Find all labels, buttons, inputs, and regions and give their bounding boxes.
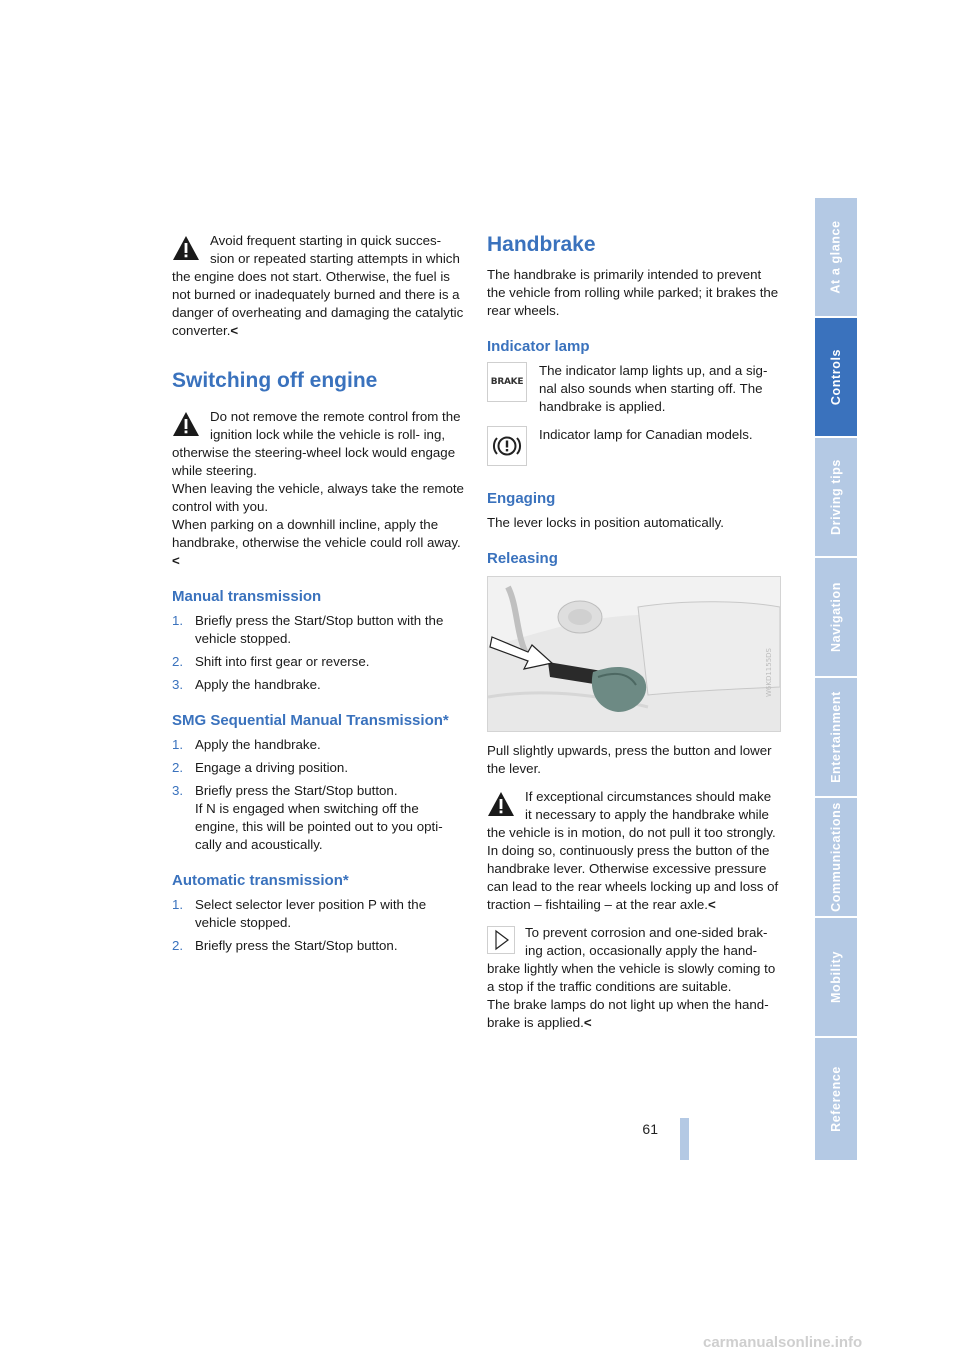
right-column: [487, 232, 779, 1032]
step-text: Apply the handbrake.: [195, 737, 321, 752]
tip-lead: To prevent corrosion and one-sided brak-ing action, occasionally apply the hand-: [525, 925, 768, 958]
tab-controls[interactable]: [815, 318, 857, 436]
heading-manual-transmission: Manual transmission: [172, 588, 322, 605]
tab-label: Controls: [829, 348, 843, 406]
step-text: Engage a driving position.: [195, 760, 349, 775]
tab-label: Navigation: [829, 582, 843, 652]
step-number: 2.: [172, 938, 184, 953]
step-text: Briefly press the Start/Stop button.: [195, 938, 398, 953]
tab-communications[interactable]: [815, 798, 857, 916]
tab-mobility[interactable]: [815, 918, 857, 1036]
step-extra-text: If N is engaged when switching off the engine, this will be pointed out to you opti-cally and acoustically.: [195, 801, 443, 852]
list-item: [172, 736, 464, 754]
tab-reference[interactable]: [815, 1038, 857, 1160]
tab-label: Communications: [829, 802, 843, 912]
left-column: [172, 232, 464, 960]
step-text: Apply the handbrake.: [195, 677, 321, 692]
tip-arrow-icon: [487, 926, 515, 954]
end-mark: <: [708, 897, 716, 912]
figure-code: W6KD1155DS: [765, 647, 773, 697]
heading-releasing: Releasing: [487, 550, 558, 567]
warning3-lead: If exceptional circumstances should make it necessary to apply the handbrake: [525, 789, 772, 822]
releasing-text: Pull slightly upwards, press the button and lower the lever.: [487, 743, 772, 776]
manual-steps: [172, 612, 464, 694]
tab-navigation[interactable]: [815, 558, 857, 676]
list-item: [172, 676, 464, 694]
tab-entertainment[interactable]: [815, 678, 857, 796]
tip-corrosion: [487, 924, 779, 1032]
tip-rest: brake lightly when the vehicle is slowly coming to a stop if the traffic conditions are suitable.: [487, 961, 776, 994]
step-number: 3.: [172, 677, 184, 692]
end-mark: <: [230, 323, 239, 338]
indicator-text-2: Indicator lamp for Canadian models.: [539, 427, 753, 442]
brake-indicator-icon: [487, 362, 527, 402]
warning2-rest: ing, otherwise the steering-wheel lock would engage while steering.: [172, 427, 456, 478]
list-item: [172, 759, 464, 777]
end-mark: <: [583, 1015, 592, 1030]
handbrake-lever-illustration: [488, 577, 780, 731]
footer-watermark: carmanualsonline.info: [703, 1334, 863, 1351]
heading-switching-off-engine: Switching off engine: [172, 369, 378, 392]
end-mark: <: [172, 553, 180, 568]
tab-label: Reference: [829, 1066, 844, 1132]
tab-label: Driving tips: [829, 459, 843, 535]
automatic-steps: [172, 896, 464, 955]
warning1-rest: which the engine does not start. Otherwise, the fuel is not burned or inadequately burned and there is a danger of overheating and damaging the catalytic converter.: [172, 251, 464, 338]
step-number: 1.: [172, 737, 184, 752]
tab-label: Mobility: [829, 950, 843, 1004]
handbrake-figure: [487, 576, 781, 732]
warning3-rest: while the vehicle is in motion, do not pull it too strongly. In doing so, continuously press the button of the handbrake lever. Otherwise excessive pressure can lead to the rear wheels locking up and loss of traction – fishtailing – at the rear axle.: [487, 807, 779, 912]
indicator-brake-row: [487, 362, 779, 416]
indicator-canadian-row: [487, 426, 779, 466]
step-text: Briefly press the Start/Stop button with the vehicle stopped.: [195, 613, 444, 646]
step-number: 1.: [172, 897, 184, 912]
warning-frequent-starting: [172, 232, 464, 340]
heading-engaging: Engaging: [487, 490, 556, 507]
warning-motion-handbrake: [487, 788, 779, 914]
step-text: Briefly press the Start/Stop button.: [195, 783, 398, 798]
list-item: [172, 653, 464, 671]
list-item: [172, 782, 464, 854]
heading-handbrake: Handbrake: [487, 233, 596, 256]
tip-line2: The brake lamps do not light up when the hand-brake is applied.: [487, 997, 769, 1030]
page-number: 61: [642, 1121, 658, 1137]
warning2-lead: Do not remove the remote control from the ignition lock while the vehicle is roll-: [210, 409, 461, 442]
list-item: [172, 612, 464, 648]
warning-triangle-icon: [172, 410, 200, 438]
indicator-text-1: The indicator lamp lights up, and a sig-nal also sounds when starting off. The handbrake is applied.: [539, 363, 768, 414]
step-number: 2.: [172, 760, 184, 775]
step-number: 1.: [172, 613, 184, 628]
circle-exclamation-icon: [491, 430, 523, 462]
tab-label: Entertainment: [829, 691, 843, 783]
page-number-bar: [680, 1118, 689, 1160]
handbrake-intro: The handbrake is primarily intended to prevent the vehicle from rolling while parked; it brakes the rear wheels.: [487, 267, 779, 318]
warning2-line2: When leaving the vehicle, always take the remote control with you.: [172, 481, 464, 514]
warning-remote-control: [172, 408, 464, 570]
list-item: [172, 896, 464, 932]
step-number: 2.: [172, 654, 184, 669]
engaging-text: The lever locks in position automatically.: [487, 515, 724, 530]
list-item: [172, 937, 464, 955]
canadian-brake-indicator-icon: [487, 426, 527, 466]
tab-label: At a glance: [829, 220, 844, 294]
warning-triangle-icon: [172, 234, 200, 262]
step-text: Shift into first gear or reverse.: [195, 654, 370, 669]
brake-label: BRAKE: [490, 377, 524, 387]
heading-indicator-lamp: Indicator lamp: [487, 338, 590, 355]
step-number: 3.: [172, 783, 184, 798]
smg-steps: [172, 736, 464, 854]
heading-automatic-transmission: Automatic transmission*: [172, 872, 349, 889]
heading-smg: SMG Sequential Manual Transmission*: [172, 712, 449, 729]
warning-triangle-icon: [487, 790, 515, 818]
step-text: Select selector lever position P with the vehicle stopped.: [195, 897, 427, 930]
tab-driving-tips[interactable]: [815, 438, 857, 556]
warning2-line3: When parking on a downhill incline, apply the handbrake, otherwise the vehicle could roll away.: [172, 517, 461, 550]
warning1-lead: Avoid frequent starting in quick succes-sion or repeated starting attempts in: [210, 233, 442, 266]
chapter-tabs: [815, 198, 857, 1160]
tab-at-a-glance[interactable]: [815, 198, 857, 316]
